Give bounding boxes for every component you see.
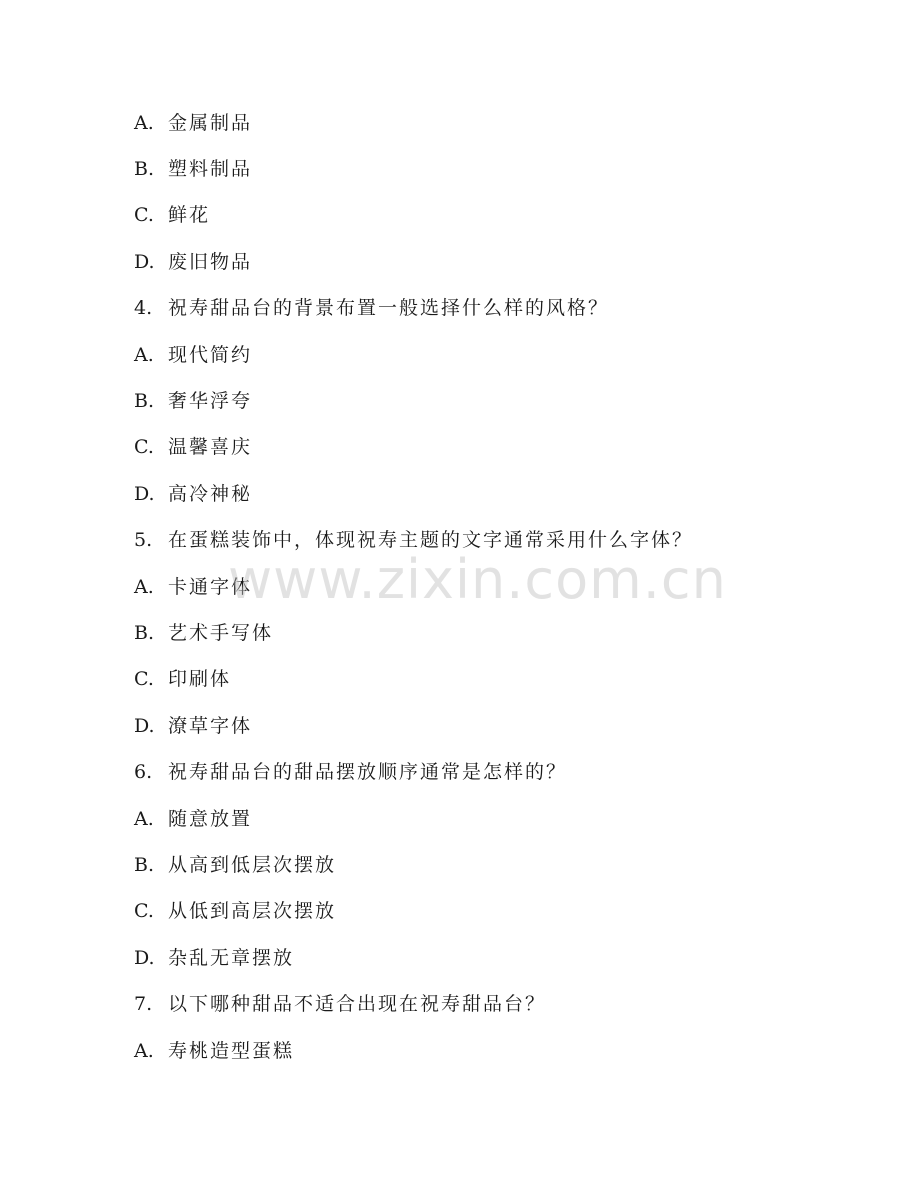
option-label: A. bbox=[134, 112, 154, 134]
question-number: 6. bbox=[134, 761, 153, 783]
question-number: 4. bbox=[134, 297, 153, 319]
option-text: 随意放置 bbox=[168, 808, 253, 830]
option-label: D. bbox=[134, 483, 155, 505]
option-label: A. bbox=[134, 576, 154, 598]
question-text: 以下哪种甜品不适合出现在祝寿甜品台？ bbox=[168, 993, 547, 1015]
option-label: C. bbox=[134, 204, 154, 226]
option-line bbox=[134, 618, 273, 648]
option-line bbox=[134, 432, 252, 462]
option-text: 卡通字体 bbox=[168, 576, 253, 598]
option-label: B. bbox=[134, 622, 155, 644]
question-line bbox=[134, 293, 609, 323]
option-text: 鲜花 bbox=[168, 204, 211, 226]
option-text: 高冷神秘 bbox=[168, 483, 253, 505]
option-text: 温馨喜庆 bbox=[168, 436, 253, 458]
option-label: B. bbox=[134, 854, 155, 876]
question-text: 祝寿甜品台的背景布置一般选择什么样的风格？ bbox=[168, 297, 610, 319]
question-line bbox=[134, 757, 567, 787]
option-label: B. bbox=[134, 158, 155, 180]
watermark-text: www.zixin.com.cn bbox=[228, 548, 727, 611]
option-line bbox=[134, 850, 336, 880]
option-label: D. bbox=[134, 947, 155, 969]
option-line bbox=[134, 1036, 294, 1066]
option-line bbox=[134, 943, 294, 973]
option-text: 奢华浮夸 bbox=[168, 390, 253, 412]
question-line bbox=[134, 989, 546, 1019]
option-line bbox=[134, 200, 210, 230]
option-label: D. bbox=[134, 251, 155, 273]
option-text: 现代简约 bbox=[168, 344, 253, 366]
option-line bbox=[134, 804, 252, 834]
option-line bbox=[134, 247, 252, 277]
question-number: 7. bbox=[134, 993, 153, 1015]
option-text: 寿桃造型蛋糕 bbox=[168, 1040, 295, 1062]
option-label: A. bbox=[134, 1040, 154, 1062]
question-number: 5. bbox=[134, 529, 153, 551]
option-label: C. bbox=[134, 436, 154, 458]
option-label: A. bbox=[134, 344, 154, 366]
option-line bbox=[134, 711, 252, 741]
option-text: 从低到高层次摆放 bbox=[168, 900, 337, 922]
question-text: 祝寿甜品台的甜品摆放顺序通常是怎样的？ bbox=[168, 761, 568, 783]
option-text: 金属制品 bbox=[168, 112, 253, 134]
option-label: A. bbox=[134, 808, 154, 830]
option-text: 杂乱无章摆放 bbox=[168, 947, 295, 969]
question-text: 在蛋糕装饰中，体现祝寿主题的文字通常采用什么字体？ bbox=[168, 529, 694, 551]
option-line bbox=[134, 154, 252, 184]
option-line bbox=[134, 664, 231, 694]
option-text: 废旧物品 bbox=[168, 251, 253, 273]
option-line bbox=[134, 108, 252, 138]
option-text: 艺术手写体 bbox=[168, 622, 274, 644]
option-label: D. bbox=[134, 715, 155, 737]
option-text: 塑料制品 bbox=[168, 158, 253, 180]
option-line bbox=[134, 386, 252, 416]
option-line bbox=[134, 479, 252, 509]
option-line bbox=[134, 896, 336, 926]
option-label: C. bbox=[134, 668, 154, 690]
option-label: B. bbox=[134, 390, 155, 412]
option-line bbox=[134, 340, 252, 370]
option-label: C. bbox=[134, 900, 154, 922]
option-text: 潦草字体 bbox=[168, 715, 253, 737]
option-text: 从高到低层次摆放 bbox=[168, 854, 337, 876]
option-text: 印刷体 bbox=[168, 668, 232, 690]
